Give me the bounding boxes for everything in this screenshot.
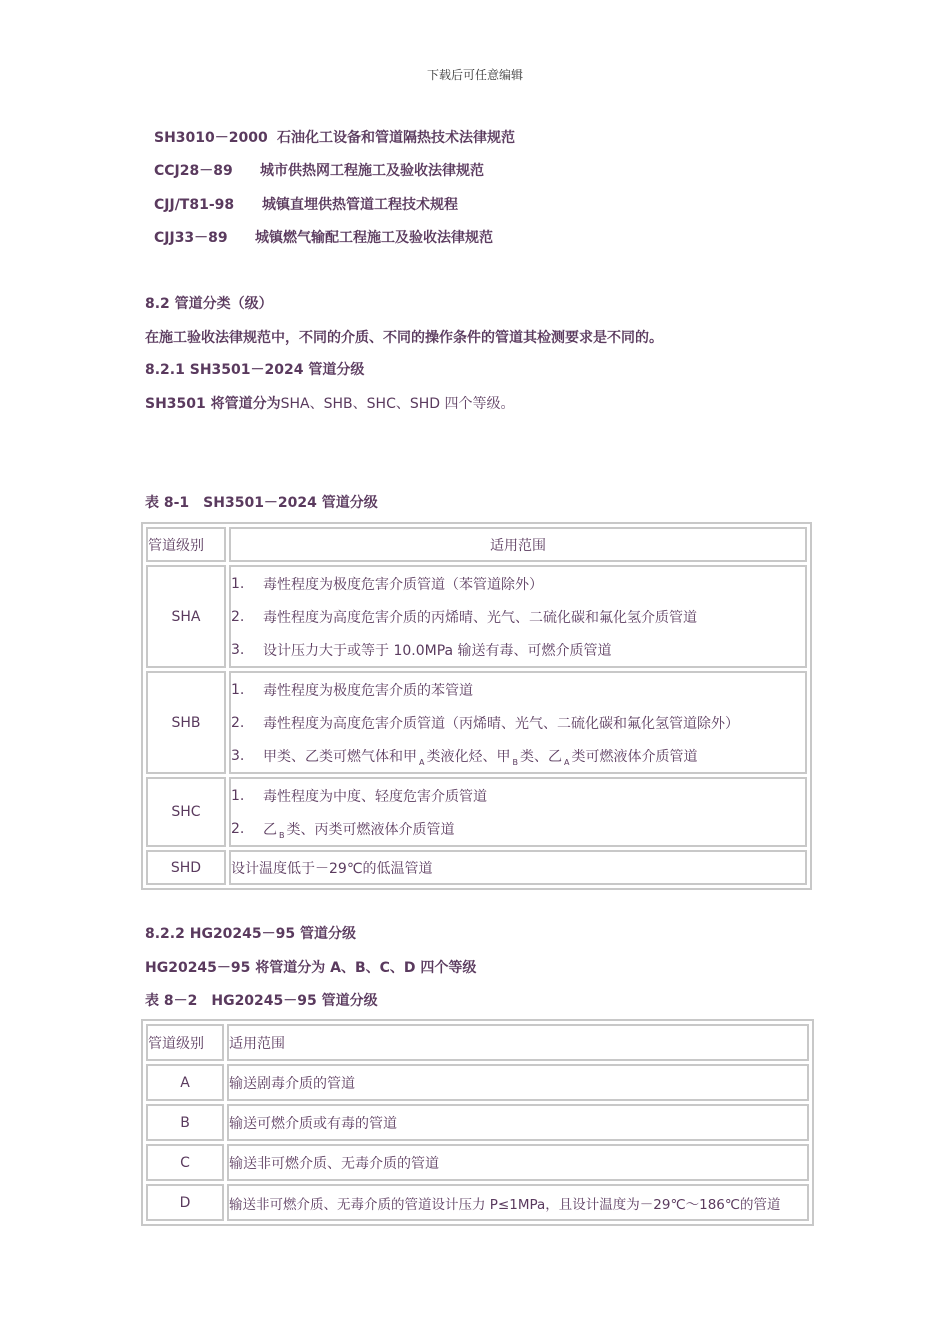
list-item — [231, 739, 805, 772]
scope-cell — [229, 671, 807, 774]
standard-line-3 — [154, 194, 458, 214]
text-part: 类可燃液体介质管道 — [571, 748, 698, 765]
item-text: 毒性程度为极度危害介质的苯管道 — [263, 682, 473, 699]
standard-code: CJJ/T81-98 — [154, 197, 235, 213]
level-cell: D — [146, 1184, 224, 1221]
scope-cell — [229, 565, 807, 668]
level-cell: SHA — [146, 565, 226, 668]
list-item — [231, 600, 805, 633]
subsection-line — [145, 393, 514, 413]
item-number: 3. — [231, 641, 245, 658]
text-part: 类、乙 — [519, 748, 562, 765]
item-text — [263, 819, 455, 839]
item-text: 设计压力大于或等于 10.0MPa 输送有毒、可燃介质管道 — [263, 642, 612, 659]
subsection-line-rest: SHA、SHB、SHC、SHD 四个等级。 — [280, 396, 515, 412]
item-number: 1. — [231, 575, 245, 592]
standard-name: 城镇直埋供热管道工程技术规程 — [262, 197, 458, 213]
item-text — [263, 746, 697, 766]
item-number: 1. — [231, 787, 245, 804]
level-cell: SHD — [146, 850, 226, 885]
header-level: 管道级别 — [146, 1024, 224, 1061]
table-row — [146, 671, 807, 774]
text-part: 乙 — [263, 821, 277, 838]
table-row — [146, 1104, 809, 1141]
scope-cell: 输送可燃介质或有毒的管道 — [227, 1104, 809, 1141]
standard-code: SH3010－2000 — [154, 130, 268, 146]
subsection-line-bold: SH3501 将管道分为 — [145, 396, 281, 412]
level-cell: SHB — [146, 671, 226, 774]
list-item — [231, 633, 805, 666]
item-number: 2. — [231, 608, 245, 625]
header-scope: 适用范围 — [229, 527, 807, 562]
list-item — [231, 706, 805, 739]
subscript: B — [512, 757, 518, 767]
standard-name: 城市供热网工程施工及验收法律规范 — [260, 163, 484, 179]
list-item — [231, 812, 805, 845]
subsection-title-8-2-2: 8.2.2 HG20245－95 管道分级 — [145, 926, 357, 942]
standard-line-1 — [154, 127, 515, 147]
table-row — [146, 1064, 809, 1101]
table-row — [146, 1184, 809, 1221]
scope-cell: 设计温度低于－29℃的低温管道 — [229, 850, 807, 885]
standard-code: CJJ33－89 — [154, 230, 228, 246]
level-cell: B — [146, 1104, 224, 1141]
item-number: 3. — [231, 747, 245, 764]
list-item — [231, 567, 805, 600]
table-hg20245 — [141, 1019, 814, 1226]
table2-caption: 表 8－2 HG20245－95 管道分级 — [145, 993, 378, 1009]
item-text: 毒性程度为中度、轻度危害介质管道 — [263, 788, 487, 805]
item-text: 毒性程度为高度危害介质的丙烯晴、光气、二硫化碳和氟化氢介质管道 — [263, 609, 697, 626]
text-part: 类液化烃、甲 — [426, 748, 511, 765]
item-text: 毒性程度为高度危害介质管道（丙烯晴、光气、二硫化碳和氟化氢管道除外） — [263, 715, 739, 732]
level-cell: C — [146, 1144, 224, 1181]
subscript: A — [419, 757, 425, 767]
scope-cell — [229, 777, 807, 847]
item-number: 1. — [231, 681, 245, 698]
page-header: 下载后可任意编辑 — [426, 68, 523, 82]
table1-caption: 表 8-1 SH3501－2024 管道分级 — [145, 495, 378, 511]
header-scope: 适用范围 — [227, 1024, 809, 1061]
subscript: A — [563, 757, 570, 767]
item-text: 毒性程度为极度危害介质管道（苯管道除外） — [263, 576, 543, 593]
standard-name: 石油化工设备和管道隔热技术法律规范 — [277, 130, 515, 146]
table-row — [146, 777, 807, 847]
section-intro: 在施工验收法律规范中，不同的介质、不同的操作条件的管道其检测要求是不同的。 — [145, 330, 663, 346]
table-row — [146, 565, 807, 668]
scope-cell: 输送非可燃介质、无毒介质的管道 — [227, 1144, 809, 1181]
section-title-8-2: 8.2 管道分类（级） — [145, 296, 273, 312]
subsection-title-8-2-1: 8.2.1 SH3501－2024 管道分级 — [145, 362, 365, 378]
item-number: 2. — [231, 820, 245, 837]
text-part: 类、丙类可燃液体介质管道 — [286, 821, 455, 838]
standard-name: 城镇燃气输配工程施工及验收法律规范 — [255, 230, 493, 246]
table-header-row — [146, 527, 807, 562]
scope-cell: 输送非可燃介质、无毒介质的管道设计压力 P≤1MPa，且设计温度为－29℃～186℃的管道 — [227, 1184, 809, 1221]
list-item — [231, 673, 805, 706]
item-number: 2. — [231, 714, 245, 731]
list-item — [231, 779, 805, 812]
level-cell: SHC — [146, 777, 226, 847]
standard-line-4 — [154, 227, 493, 247]
standard-code: CCJ28－89 — [154, 163, 233, 179]
subscript: B — [279, 830, 285, 840]
text-part: 甲类、乙类可燃气体和甲 — [263, 748, 417, 765]
subsection-line-2: HG20245－95 将管道分为 A、B、C、D 四个等级 — [145, 960, 477, 976]
level-cell: A — [146, 1064, 224, 1101]
standard-line-2 — [154, 160, 484, 180]
scope-cell: 输送剧毒介质的管道 — [227, 1064, 809, 1101]
table-header-row — [146, 1024, 809, 1061]
table-row — [146, 1144, 809, 1181]
table-sh3501 — [141, 522, 812, 890]
table-row — [146, 850, 807, 885]
header-level: 管道级别 — [146, 527, 226, 562]
